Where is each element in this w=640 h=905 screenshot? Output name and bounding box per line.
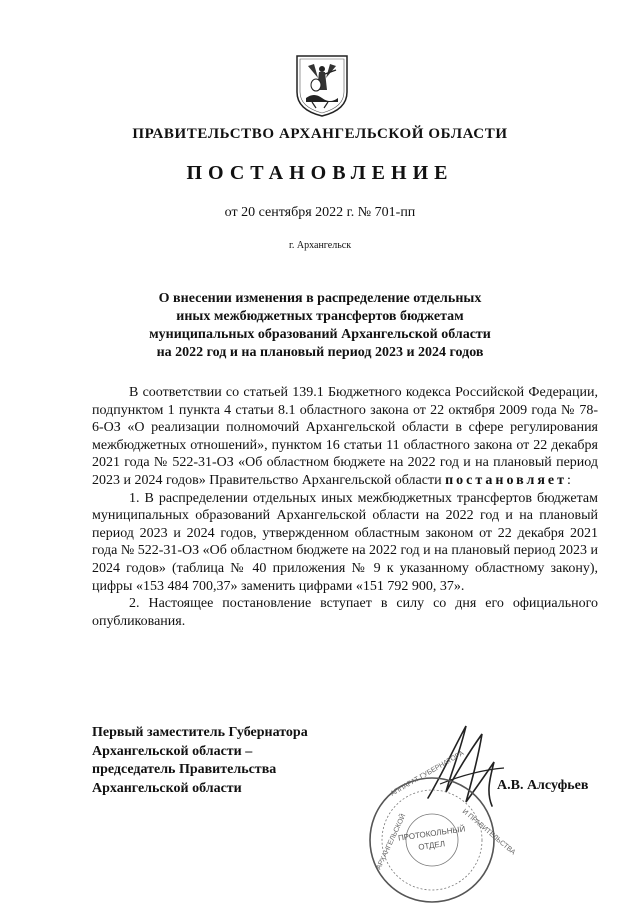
document-date-number: от 20 сентября 2022 г. № 701-пп [224,205,416,220]
document-type: ПОСТАНОВЛЕНИЕ [186,162,454,184]
position-line: Архангельской области [92,780,242,796]
svg-text:ОТДЕЛ: ОТДЕЛ [417,839,446,852]
position-line: Архангельской области – [92,743,253,759]
coat-of-arms-icon [294,52,350,118]
position-line: Первый заместитель Губернатора [92,725,308,740]
signatory-name: А.В. Алсуфьев [497,778,589,793]
svg-text:И ПРАВИТЕЛЬСТВА: И ПРАВИТЕЛЬСТВА [460,808,517,857]
subject-line: на 2022 год и на плановый период 2023 и 2024 годов [156,345,484,360]
position-line: председатель Правительства [92,762,277,777]
decree-word: постановляет [445,472,568,488]
subject-line: муниципальных образований Архангельской области [149,327,491,342]
svg-text:АППАРАТ ГУБЕРНАТОРА: АППАРАТ ГУБЕРНАТОРА [389,749,466,798]
official-stamp [362,749,517,905]
signatory-position [92,724,308,798]
document-subject [0,290,640,362]
item-2-paragraph: 2. Настоящее постановление вступает в силу со дня его официального опубликования. [92,596,598,629]
subject-line: иных межбюджетных трансфертов бюджетам [176,309,464,324]
government-title: ПРАВИТЕЛЬСТВО АРХАНГЕЛЬСКОЙ ОБЛАСТИ [132,126,508,142]
decree-colon: : [567,472,571,488]
item-1-paragraph: 1. В распределении отдельных иных межбюджетных трансфертов бюджетам муниципальных образований Архангельской области на 2022 год и на плановый период 2023 и 2024 годов, утвержденном областным законом от 22 декабря 2021 года № 522-31-ОЗ «Об областном бюджете на 2022 год и на плановый период 2023 и 2024 годов» (таблица № 40 приложения № 9 к указанному областному закону), цифры «153 484 700,37» заменить цифрами «151 792 900, 37». [92,490,598,594]
subject-line: О внесении изменения в распределение отдельных [158,291,482,306]
svg-text:АРХАНГЕЛЬСКОЙ: АРХАНГЕЛЬСКОЙ [375,813,408,871]
preamble-paragraph [92,384,598,490]
svg-text:ПРОТОКОЛЬНЫЙ: ПРОТОКОЛЬНЫЙ [397,824,466,843]
document-city: г. Архангельск [288,240,352,251]
preamble-text: В соответствии со статьей 139.1 Бюджетного кодекса Российской Федерации, подпунктом 1 пункта 4 статьи 8.1 областного закона от 22 октября 2009 года № 78-6-ОЗ «О реализации полномочий Архангельской области в сфере регулирования межбюджетных отношений», пунктом 16 статьи 11 областного закона от 22 декабря 2021 года № 522-31-ОЗ «Об областном бюджете на 2022 год и на плановый период 2023 и 2024 годов» Правительство Архангельской области [92,385,598,488]
document-body [92,384,598,630]
